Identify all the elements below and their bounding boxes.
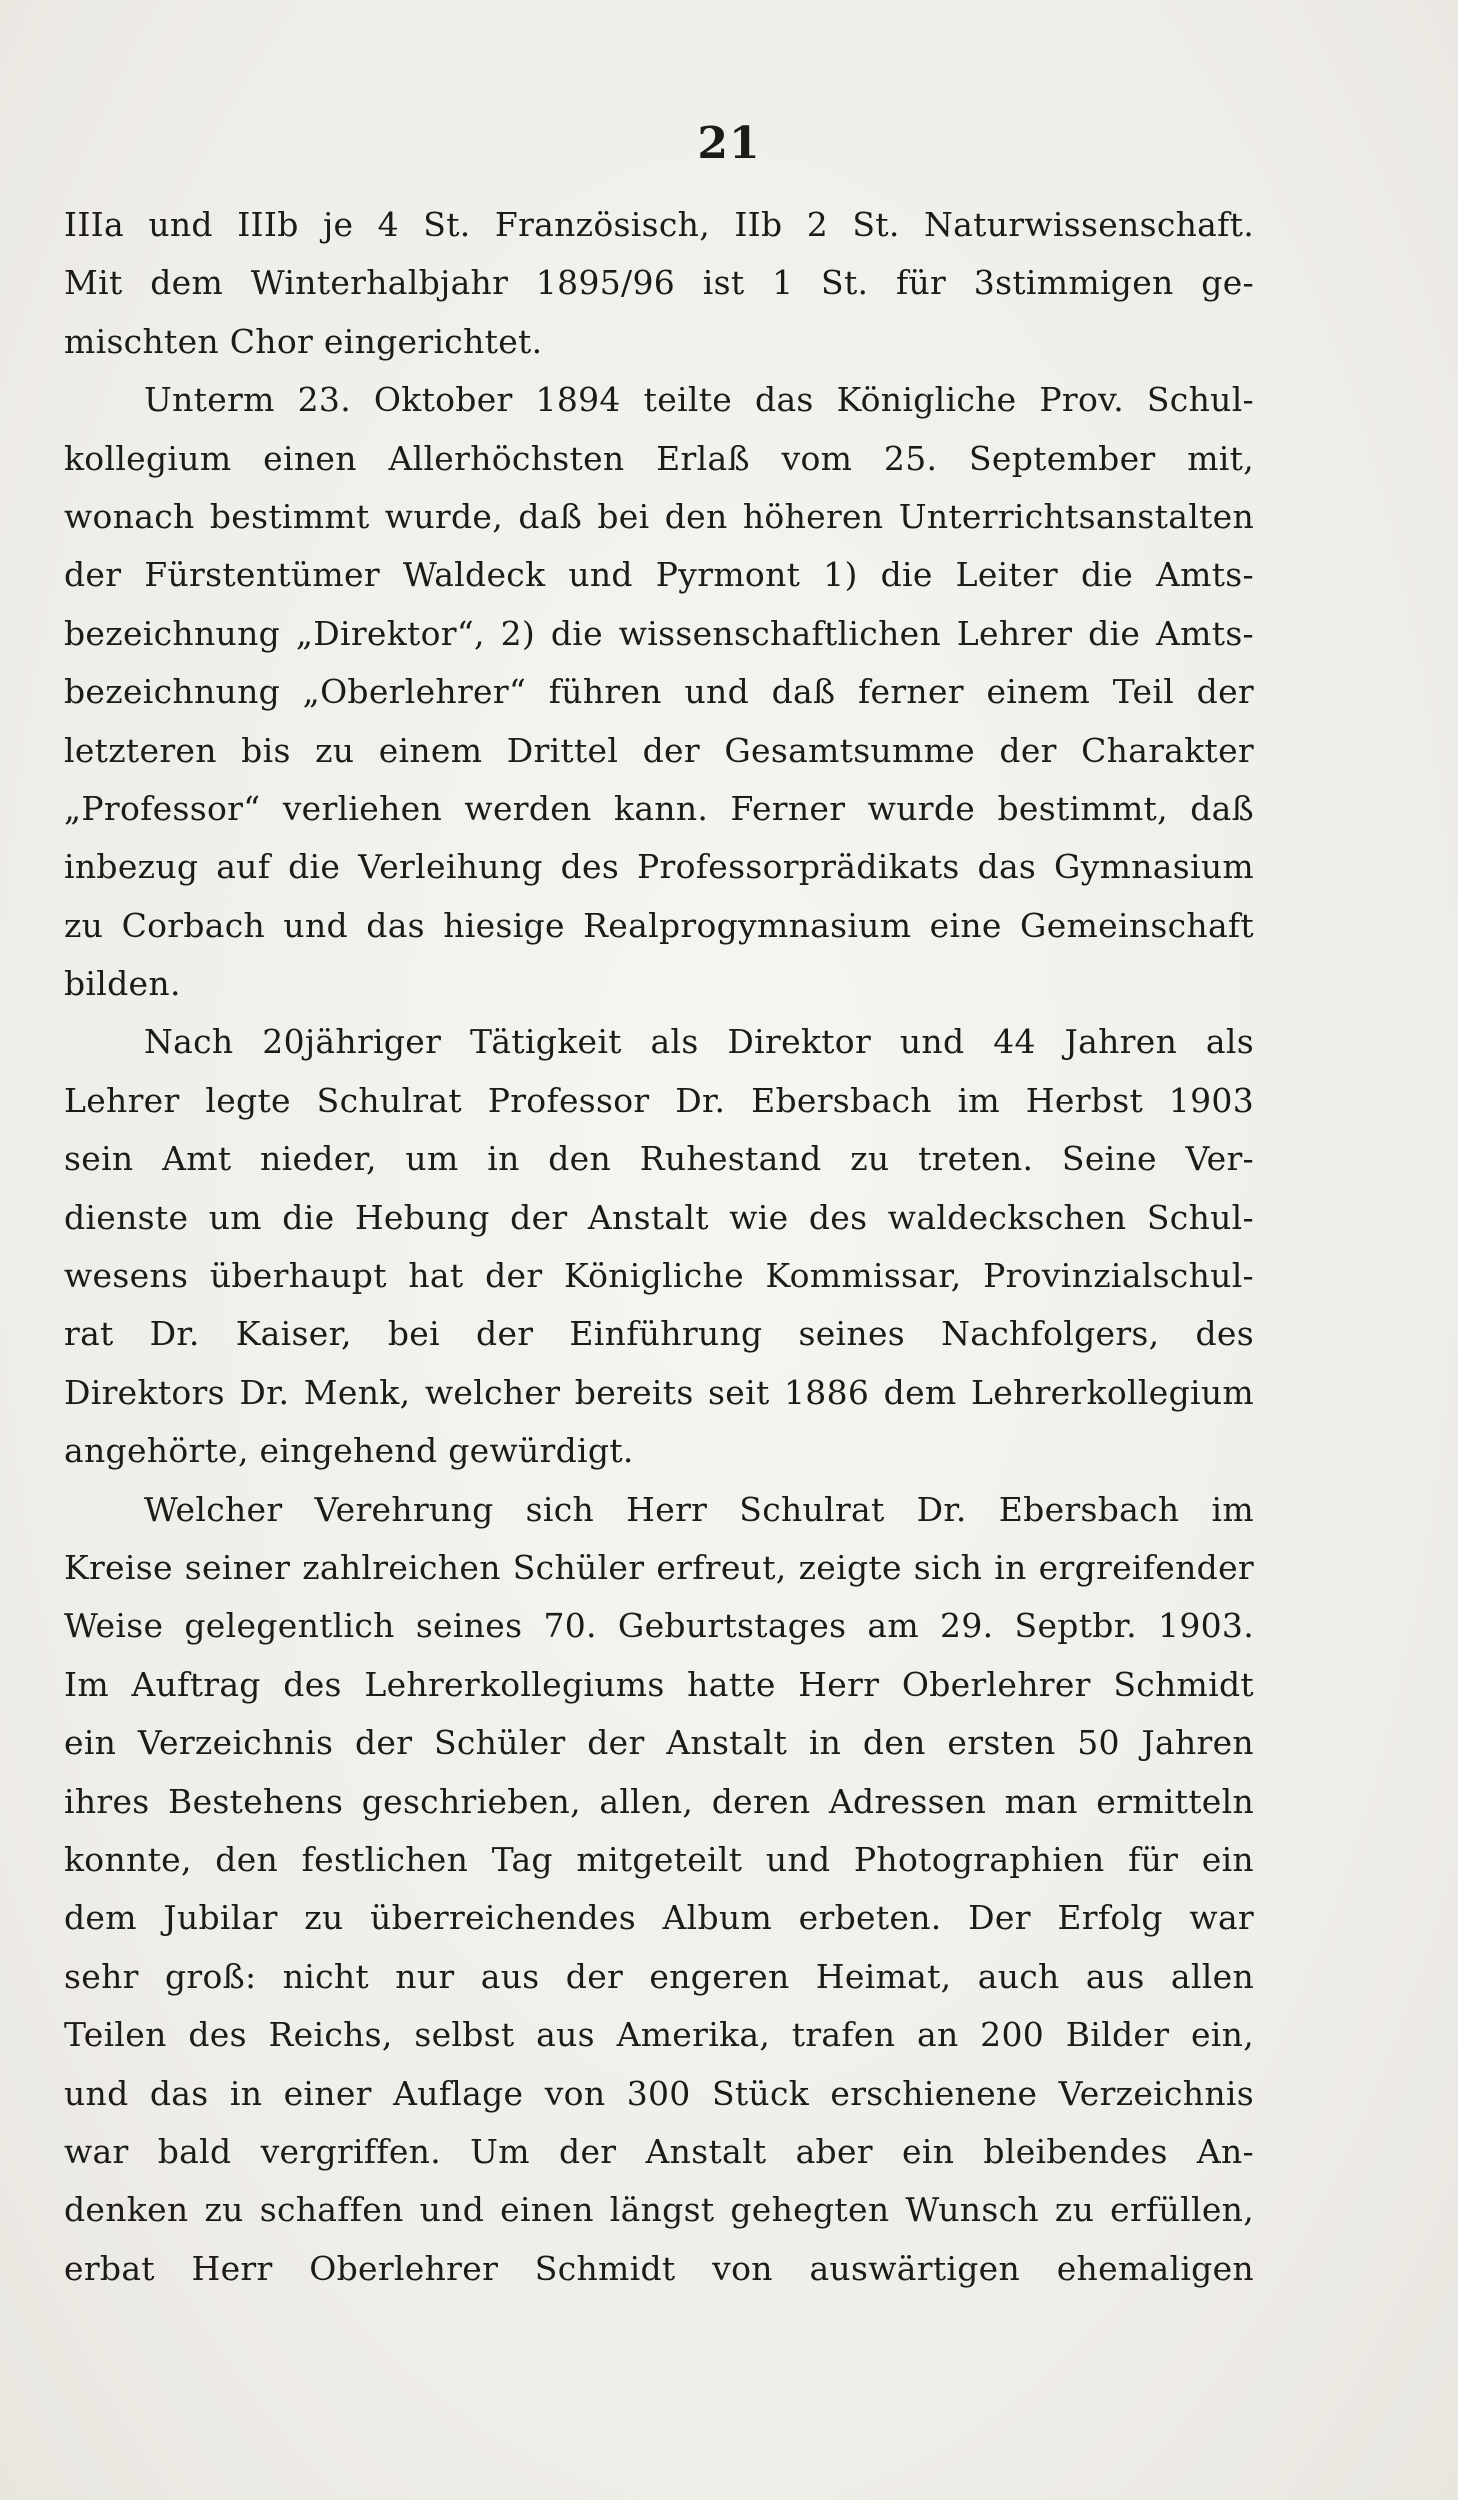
text-line: inbezug auf die Verleihung des Professorprädikats das Gymnasium — [64, 847, 1254, 887]
text-line: wonach bestimmt wurde, daß bei den höheren Unterrichtsanstalten — [64, 496, 1254, 536]
text-line: Weise gelegentlich seines 70. Geburtstages am 29. Septbr. 1903. — [64, 1606, 1254, 1646]
text-line: konnte, den festlichen Tag mitgeteilt und Photographien für ein — [64, 1839, 1254, 1879]
text-line: Im Auftrag des Lehrerkollegiums hatte Herr Oberlehrer Schmidt — [64, 1664, 1254, 1704]
text-line: Direktors Dr. Menk, welcher bereits seit 1886 dem Lehrerkollegium — [64, 1372, 1254, 1412]
text-line: zu Corbach und das hiesige Realprogymnasium eine Gemeinschaft — [64, 905, 1254, 945]
text-line: ein Verzeichnis der Schüler der Anstalt in den ersten 50 Jahren — [64, 1723, 1254, 1763]
text-line: denken zu schaffen und einen längst gehegten Wunsch zu erfüllen, — [64, 2190, 1254, 2230]
text-line: war bald vergriffen. Um der Anstalt aber ein bleibendes An- — [64, 2131, 1254, 2171]
text-line: und das in einer Auflage von 300 Stück erschienene Verzeichnis — [64, 2073, 1254, 2113]
text-line: Teilen des Reichs, selbst aus Amerika, trafen an 200 Bilder ein, — [64, 2015, 1254, 2055]
text-line: angehörte, eingehend gewürdigt. — [64, 1431, 634, 1471]
text-line: der Fürstentümer Waldeck und Pyrmont 1) die Leiter die Amts- — [64, 555, 1254, 595]
text-line: ihres Bestehens geschrieben, allen, deren Adressen man ermitteln — [64, 1781, 1254, 1821]
text-line: Unterm 23. Oktober 1894 teilte das Königliche Prov. Schul- — [144, 380, 1254, 420]
text-line: Mit dem Winterhalbjahr 1895/96 ist 1 St. für 3stimmigen ge- — [64, 263, 1254, 303]
text-line: „Professor“ verliehen werden kann. Ferner wurde bestimmt, daß — [64, 788, 1254, 828]
text-line: sein Amt nieder, um in den Ruhestand zu treten. Seine Ver- — [64, 1139, 1254, 1179]
text-line: Kreise seiner zahlreichen Schüler erfreut, zeigte sich in ergreifender — [64, 1547, 1254, 1587]
text-line: wesens überhaupt hat der Königliche Kommissar, Provinzialschul- — [64, 1256, 1254, 1296]
text-line: bilden. — [64, 964, 181, 1004]
text-line: dienste um die Hebung der Anstalt wie des waldeckschen Schul- — [64, 1197, 1254, 1237]
text-line: bezeichnung „Direktor“, 2) die wissenschaftlichen Lehrer die Amts- — [64, 613, 1254, 653]
text-line: Lehrer legte Schulrat Professor Dr. Ebersbach im Herbst 1903 — [64, 1080, 1254, 1120]
text-line: rat Dr. Kaiser, bei der Einführung seines Nachfolgers, des — [64, 1314, 1254, 1354]
text-line: kollegium einen Allerhöchsten Erlaß vom 25. September mit, — [64, 438, 1254, 478]
text-line: Welcher Verehrung sich Herr Schulrat Dr. Ebersbach im — [144, 1489, 1254, 1529]
text-line: mischten Chor eingerichtet. — [64, 321, 543, 361]
text-line: IIIa und IIIb je 4 St. Französisch, IIb 2 St. Naturwissenschaft. — [64, 205, 1254, 244]
text-line: bezeichnung „Oberlehrer“ führen und daß ferner einem Teil der — [64, 672, 1254, 712]
text-line: sehr groß: nicht nur aus der engeren Heimat, auch aus allen — [64, 1956, 1254, 1996]
text-line: Nach 20jähriger Tätigkeit als Direktor und 44 Jahren als — [144, 1022, 1254, 1062]
text-line: dem Jubilar zu überreichendes Album erbeten. Der Erfolg war — [64, 1898, 1254, 1938]
text-line: letzteren bis zu einem Drittel der Gesamtsumme der Charakter — [64, 730, 1254, 770]
body-text — [64, 196, 1254, 2298]
text-line: erbat Herr Oberlehrer Schmidt von auswärtigen ehemaligen — [64, 2248, 1254, 2288]
page-number: 21 — [697, 118, 761, 169]
